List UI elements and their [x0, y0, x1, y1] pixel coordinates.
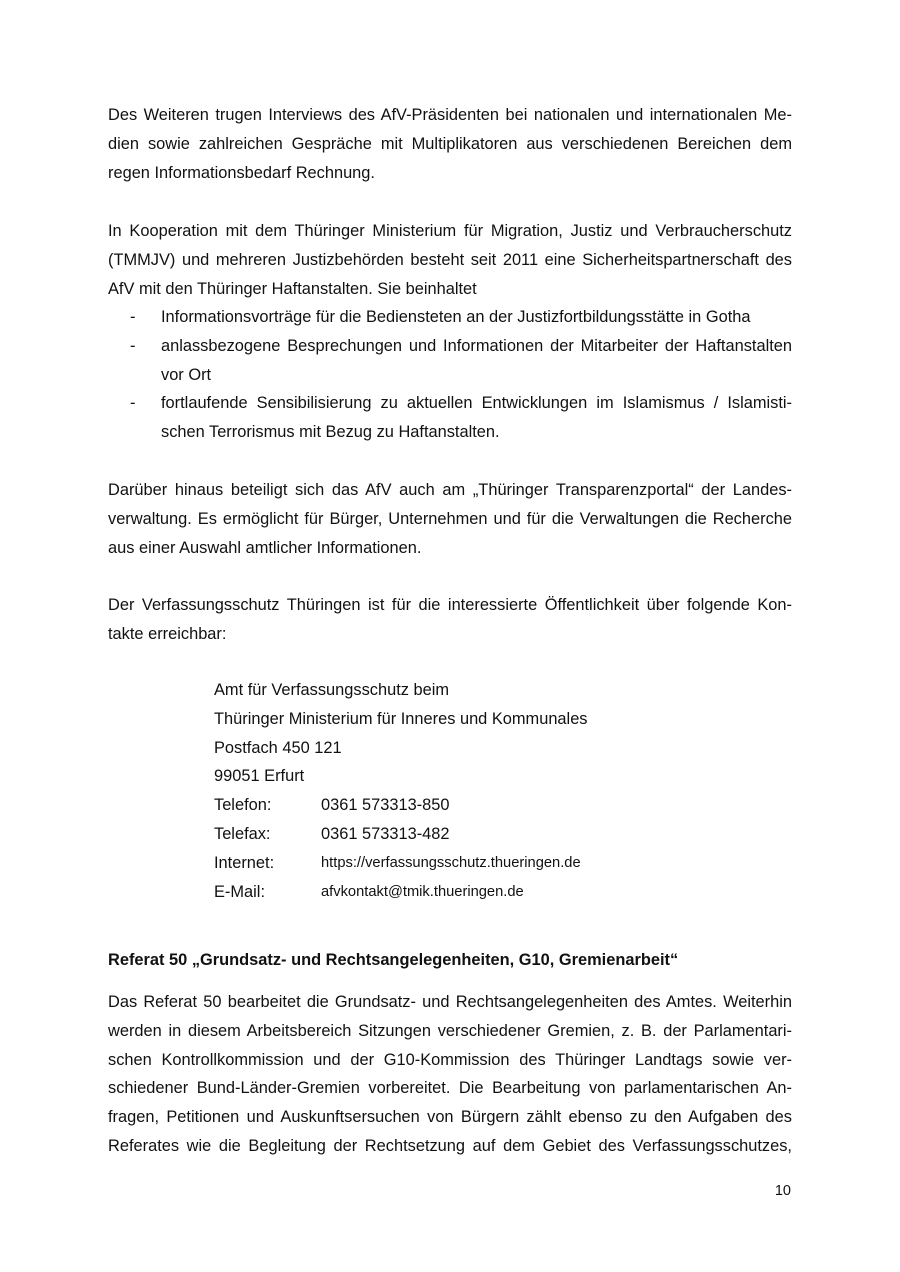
website-link[interactable]: https://verfassungsschutz.thueringen.de	[321, 854, 581, 871]
phone-label: Telefon:	[214, 796, 272, 815]
paragraph-line: dien sowie zahlreichen Gespräche mit Multiplikatoren aus verschiedenen Bereichen dem	[108, 134, 792, 153]
paragraph-line: (TMMJV) und mehreren Justizbehörden besteht seit 2011 eine Sicherheitspartnerschaft des	[108, 250, 792, 269]
bullet-text: anlassbezogene Besprechungen und Informationen der Mitarbeiter der Haftanstalten	[161, 336, 792, 355]
dash-bullet-icon: -	[130, 394, 136, 413]
dash-bullet-icon: -	[130, 308, 136, 326]
email-row	[214, 878, 714, 907]
internet-row	[214, 849, 714, 878]
bullet-item-2-line-2	[108, 361, 792, 390]
bullet-item-3-line-1	[108, 389, 792, 418]
page-number: 10	[774, 1183, 791, 1199]
paragraph-line: Des Weiteren trugen Interviews des AfV-Präsidenten bei nationalen und internationalen Me-	[108, 106, 792, 124]
dash-bullet-icon: -	[130, 336, 136, 355]
bullet-text: Informationsvorträge für die Bediensteten an der Justizfortbildungsstätte in Gotha	[161, 308, 751, 326]
paragraph-interviews	[108, 101, 792, 187]
paragraph-line: Der Verfassungsschutz Thüringen ist für die interessierte Öffentlichkeit über folgende Kon-	[108, 596, 792, 614]
paragraph-referat-50	[108, 988, 792, 1161]
contact-block	[214, 676, 714, 906]
address-line: Postfach 450 121	[214, 738, 342, 757]
fax-label: Telefax:	[214, 824, 271, 843]
bullet-item-2-line-1	[108, 332, 792, 361]
paragraph-line: Das Referat 50 bearbeitet die Grundsatz- und Rechtsangelegenheiten des Amtes. Weiterhin	[108, 993, 792, 1011]
paragraph-line: takte erreichbar:	[108, 624, 227, 643]
paragraph-line: werden in diesem Arbeitsbereich Sitzungen verschiedener Gremien, z. B. der Parlamentari-	[108, 1021, 792, 1040]
address-line: 99051 Erfurt	[214, 767, 305, 786]
paragraph-line: schiedener Bund-Länder-Gremien vorbereitet. Die Bearbeitung von parlamentarischen An-	[108, 1079, 792, 1098]
paragraph-transparency-portal	[108, 476, 792, 562]
phone-row	[214, 791, 714, 820]
email-label: E-Mail:	[214, 882, 265, 901]
paragraph-line: AfV mit den Thüringer Haftanstalten. Sie beinhaltet	[108, 279, 477, 298]
paragraph-line: regen Informationsbedarf Rechnung.	[108, 163, 375, 182]
paragraph-line: Referates wie die Begleitung der Rechtsetzung auf dem Gebiet des Verfassungsschutzes,	[108, 1136, 792, 1155]
paragraph-security-partnership	[108, 217, 792, 303]
fax-value: 0361 573313-482	[321, 824, 450, 843]
internet-label: Internet:	[214, 853, 275, 872]
paragraph-line: In Kooperation mit dem Thüringer Ministerium für Migration, Justiz und Verbraucherschutz	[108, 222, 792, 240]
section-heading: Referat 50 „Grundsatz- und Rechtsangelegenheiten, G10, Gremienarbeit“	[108, 950, 679, 969]
bullet-text: vor Ort	[161, 365, 212, 384]
paragraph-line: fragen, Petitionen und Auskunftsersuchen von Bürgern zählt ebenso zu den Aufgaben des	[108, 1108, 792, 1127]
bullet-item-3-line-2	[108, 418, 792, 447]
paragraph-line: schen Kontrollkommission und der G10-Kommission des Thüringer Landtags sowie ver-	[108, 1050, 792, 1069]
email-link[interactable]: afvkontakt@tmik.thueringen.de	[321, 883, 524, 900]
fax-row	[214, 820, 714, 849]
address-line: Thüringer Ministerium für Inneres und Kommunales	[214, 709, 588, 728]
paragraph-line: Darüber hinaus beteiligt sich das AfV auch am „Thüringer Transparenzportal“ der Landes-	[108, 481, 792, 499]
paragraph-line: aus einer Auswahl amtlicher Informationen.	[108, 538, 422, 557]
bullet-text: schen Terrorismus mit Bezug zu Haftanstalten.	[161, 423, 500, 442]
bullet-item-1	[108, 303, 792, 332]
paragraph-contacts-intro	[108, 591, 792, 649]
bullet-list	[108, 303, 792, 447]
bullet-text: fortlaufende Sensibilisierung zu aktuellen Entwicklungen im Islamismus / Islamisti-	[161, 394, 792, 413]
phone-value: 0361 573313-850	[321, 796, 450, 815]
address-line: Amt für Verfassungsschutz beim	[214, 681, 450, 699]
paragraph-line: verwaltung. Es ermöglicht für Bürger, Unternehmen und für die Verwaltungen die Recherche	[108, 509, 792, 528]
